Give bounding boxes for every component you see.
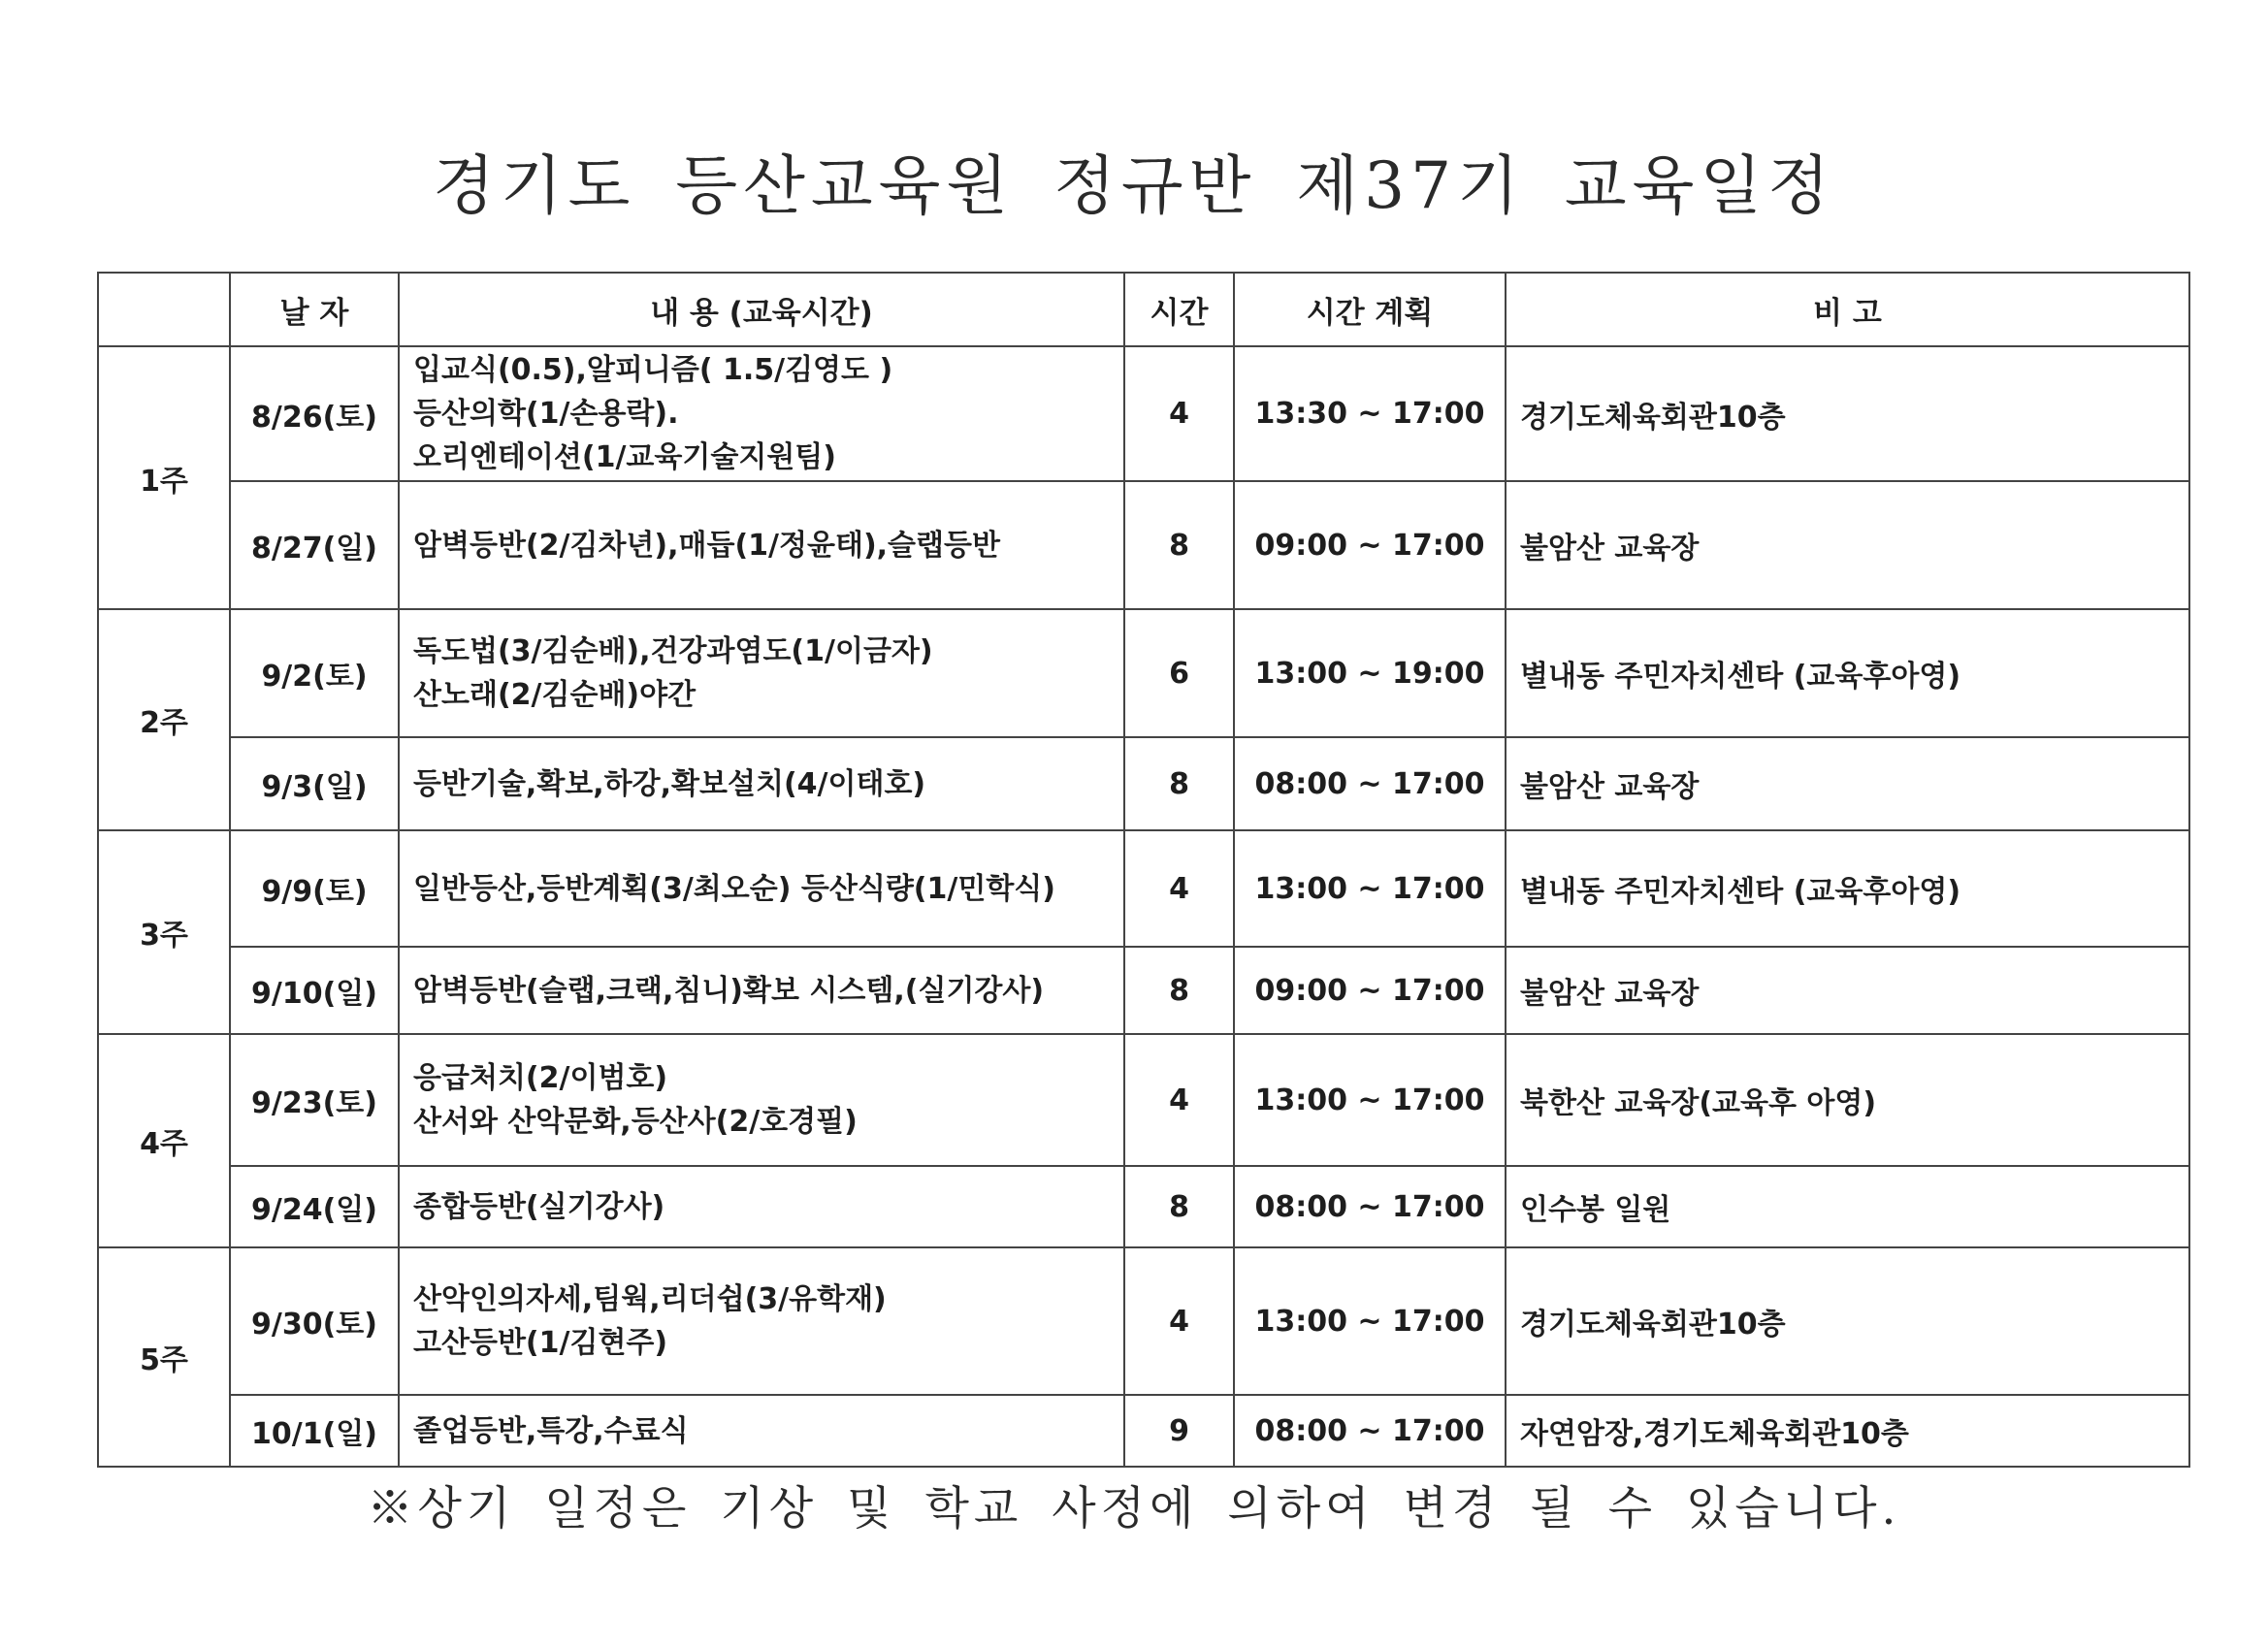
- content-line: 응급처치(2/이범호): [413, 1061, 668, 1095]
- week-label: 1주: [98, 346, 230, 609]
- content-line: 종합등반(실기강사): [413, 1189, 665, 1224]
- time-plan-cell: 13:00 ~ 17:00: [1234, 830, 1506, 947]
- content-cell: [399, 346, 1124, 481]
- schedule-body: [98, 346, 2189, 1467]
- date-cell: 8/27(일): [230, 481, 399, 609]
- date-cell: 9/2(토): [230, 609, 399, 737]
- hours-cell: 4: [1124, 1247, 1234, 1395]
- content-line: 산서와 산악문화,등산사(2/호경필): [413, 1105, 858, 1139]
- content-line: 입교식(0.5),알피니즘( 1.5/김영도 ): [413, 353, 893, 387]
- header-note: 비 고: [1506, 273, 2189, 346]
- schedule-table: [97, 272, 2190, 1468]
- hours-cell: 8: [1124, 481, 1234, 609]
- table-row: [98, 1247, 2189, 1395]
- note-cell: 별내동 주민자치센타 (교육후아영): [1506, 609, 2189, 737]
- content-line: 등반기술,확보,하강,확보설치(4/이태호): [413, 766, 926, 801]
- table-row: [98, 1166, 2189, 1247]
- content-line: 산노래(2/김순배)야간: [413, 678, 697, 712]
- table-row: [98, 1395, 2189, 1467]
- note-cell: 경기도체육회관10층: [1506, 1247, 2189, 1395]
- hours-cell: 4: [1124, 1034, 1234, 1166]
- content-line: 고산등반(1/김현주): [413, 1326, 668, 1360]
- table-header-row: [98, 273, 2189, 346]
- date-cell: 9/3(일): [230, 737, 399, 830]
- content-line: 암벽등반(슬랩,크랙,침니)확보 시스템,(실기강사): [413, 973, 1045, 1008]
- date-cell: 9/30(토): [230, 1247, 399, 1395]
- table-row: [98, 830, 2189, 947]
- time-plan-cell: 09:00 ~ 17:00: [1234, 947, 1506, 1034]
- table-row: [98, 609, 2189, 737]
- table-row: [98, 481, 2189, 609]
- content-line: 독도법(3/김순배),건강과염도(1/이금자): [413, 634, 933, 668]
- header-content: 내 용 (교육시간): [399, 273, 1124, 346]
- footer-note: ※상기 일정은 기상 및 학교 사정에 의하여 변경 될 수 있습니다.: [367, 1482, 1901, 1536]
- week-label: 4주: [98, 1034, 230, 1247]
- content-line: 오리엔테이션(1/교육기술지원팀): [413, 440, 836, 474]
- content-cell: [399, 1395, 1124, 1467]
- content-line: 졸업등반,특강,수료식: [413, 1413, 689, 1448]
- time-plan-cell: 08:00 ~ 17:00: [1234, 1166, 1506, 1247]
- content-cell: [399, 947, 1124, 1034]
- hours-cell: 4: [1124, 830, 1234, 947]
- week-label: 5주: [98, 1247, 230, 1467]
- table-row: [98, 1034, 2189, 1166]
- content-cell: [399, 830, 1124, 947]
- document-title: 경기도 등산교육원 정규반 제37기 교육일정: [433, 148, 1835, 223]
- time-plan-cell: 13:00 ~ 17:00: [1234, 1247, 1506, 1395]
- hours-cell: 8: [1124, 1166, 1234, 1247]
- note-cell: 별내동 주민자치센타 (교육후아영): [1506, 830, 2189, 947]
- table-row: [98, 737, 2189, 830]
- header-hours: 시간: [1124, 273, 1234, 346]
- time-plan-cell: 13:00 ~ 19:00: [1234, 609, 1506, 737]
- content-line: 등산의학(1/손용락).: [413, 397, 679, 431]
- time-plan-cell: 13:00 ~ 17:00: [1234, 1034, 1506, 1166]
- date-cell: 9/23(토): [230, 1034, 399, 1166]
- hours-cell: 6: [1124, 609, 1234, 737]
- note-cell: 자연암장,경기도체육회관10층: [1506, 1395, 2189, 1467]
- content-cell: [399, 1166, 1124, 1247]
- note-cell: 인수봉 일원: [1506, 1166, 2189, 1247]
- date-cell: 9/9(토): [230, 830, 399, 947]
- hours-cell: 9: [1124, 1395, 1234, 1467]
- date-cell: 9/10(일): [230, 947, 399, 1034]
- content-cell: [399, 481, 1124, 609]
- header-week: [98, 273, 230, 346]
- table-row: [98, 947, 2189, 1034]
- note-cell: 경기도체육회관10층: [1506, 346, 2189, 481]
- note-cell: 북한산 교육장(교육후 아영): [1506, 1034, 2189, 1166]
- week-label: 2주: [98, 609, 230, 830]
- note-cell: 불암산 교육장: [1506, 737, 2189, 830]
- table-row: [98, 346, 2189, 481]
- time-plan-cell: 08:00 ~ 17:00: [1234, 1395, 1506, 1467]
- content-line: 암벽등반(2/김차년),매듭(1/정윤태),슬랩등반: [413, 528, 1000, 563]
- hours-cell: 4: [1124, 346, 1234, 481]
- header-plan: 시간 계획: [1234, 273, 1506, 346]
- time-plan-cell: 08:00 ~ 17:00: [1234, 737, 1506, 830]
- date-cell: 9/24(일): [230, 1166, 399, 1247]
- time-plan-cell: 13:30 ~ 17:00: [1234, 346, 1506, 481]
- note-cell: 불암산 교육장: [1506, 481, 2189, 609]
- content-cell: [399, 737, 1124, 830]
- hours-cell: 8: [1124, 737, 1234, 830]
- content-cell: [399, 1034, 1124, 1166]
- content-cell: [399, 1247, 1124, 1395]
- date-cell: 10/1(일): [230, 1395, 399, 1467]
- week-label: 3주: [98, 830, 230, 1034]
- content-cell: [399, 609, 1124, 737]
- date-cell: 8/26(토): [230, 346, 399, 481]
- time-plan-cell: 09:00 ~ 17:00: [1234, 481, 1506, 609]
- hours-cell: 8: [1124, 947, 1234, 1034]
- content-line: 일반등산,등반계획(3/최오순) 등산식량(1/민학식): [413, 871, 1055, 906]
- content-line: 산악인의자세,팀웍,리더쉽(3/유학재): [413, 1282, 887, 1316]
- note-cell: 불암산 교육장: [1506, 947, 2189, 1034]
- header-date: 날 자: [230, 273, 399, 346]
